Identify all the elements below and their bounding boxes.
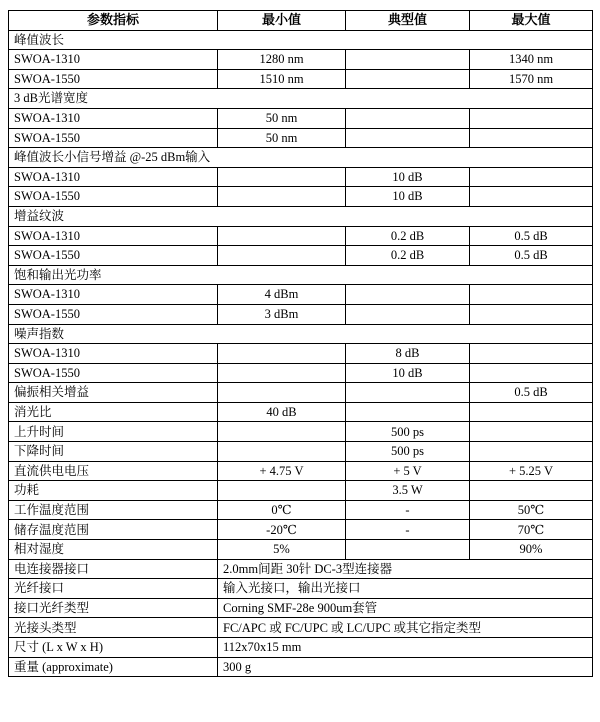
parameter-label: 尺寸 (L x W x H)	[9, 638, 218, 658]
parameter-label: 光接头类型	[9, 618, 218, 638]
max-value	[470, 402, 593, 422]
max-value	[470, 128, 593, 148]
spec-row	[9, 50, 593, 70]
min-value	[218, 344, 346, 364]
min-value	[218, 246, 346, 266]
parameter-label: SWOA-1310	[9, 167, 218, 187]
min-value	[218, 481, 346, 501]
min-value: 50 nm	[218, 108, 346, 128]
column-header: 最大值	[470, 11, 593, 31]
parameter-label: 相对湿度	[9, 540, 218, 560]
max-value: 1570 nm	[470, 69, 593, 89]
typical-value	[346, 69, 470, 89]
typical-value: 0.2 dB	[346, 226, 470, 246]
max-value: 90%	[470, 540, 593, 560]
typical-value	[346, 540, 470, 560]
spec-row	[9, 285, 593, 305]
max-value: 1340 nm	[470, 50, 593, 70]
parameter-label: 工作温度范围	[9, 500, 218, 520]
merged-row	[9, 559, 593, 579]
typical-value: 10 dB	[346, 167, 470, 187]
min-value: 1510 nm	[218, 69, 346, 89]
section-label: 3 dB光谱宽度	[9, 89, 593, 109]
spec-row	[9, 402, 593, 422]
min-value: 3 dBm	[218, 304, 346, 324]
spec-row	[9, 128, 593, 148]
min-value	[218, 383, 346, 403]
max-value	[470, 344, 593, 364]
parameter-label: 消光比	[9, 402, 218, 422]
max-value	[470, 363, 593, 383]
table-header	[9, 11, 593, 31]
spec-row	[9, 540, 593, 560]
min-value	[218, 226, 346, 246]
spec-row	[9, 481, 593, 501]
parameter-label: 接口光纤类型	[9, 598, 218, 618]
max-value	[470, 285, 593, 305]
parameter-label: 光纤接口	[9, 579, 218, 599]
parameter-label: 偏振相关增益	[9, 383, 218, 403]
merged-value: 2.0mm间距 30针 DC-3型连接器	[218, 559, 593, 579]
spec-row	[9, 500, 593, 520]
parameter-label: 电连接器接口	[9, 559, 218, 579]
typical-value	[346, 285, 470, 305]
parameter-label: SWOA-1310	[9, 108, 218, 128]
max-value	[470, 304, 593, 324]
table-body	[9, 30, 593, 677]
min-value: + 4.75 V	[218, 461, 346, 481]
typical-value	[346, 50, 470, 70]
min-value	[218, 422, 346, 442]
spec-row	[9, 442, 593, 462]
max-value: 0.5 dB	[470, 226, 593, 246]
min-value: 40 dB	[218, 402, 346, 422]
spec-row	[9, 69, 593, 89]
parameter-label: SWOA-1310	[9, 50, 218, 70]
section-label: 峰值波长小信号增益 @-25 dBm输入	[9, 148, 593, 168]
max-value	[470, 167, 593, 187]
min-value: 1280 nm	[218, 50, 346, 70]
typical-value: 10 dB	[346, 187, 470, 207]
max-value: 0.5 dB	[470, 383, 593, 403]
merged-row	[9, 657, 593, 677]
section-label: 增益纹波	[9, 206, 593, 226]
spec-table	[8, 10, 593, 677]
spec-row	[9, 383, 593, 403]
parameter-label: 功耗	[9, 481, 218, 501]
column-header: 典型值	[346, 11, 470, 31]
max-value: + 5.25 V	[470, 461, 593, 481]
typical-value: 0.2 dB	[346, 246, 470, 266]
column-header: 最小值	[218, 11, 346, 31]
merged-value: Corning SMF-28e 900um套管	[218, 598, 593, 618]
max-value	[470, 187, 593, 207]
max-value: 70℃	[470, 520, 593, 540]
min-value	[218, 442, 346, 462]
spec-row	[9, 108, 593, 128]
typical-value: 500 ps	[346, 422, 470, 442]
parameter-label: SWOA-1310	[9, 344, 218, 364]
spec-row	[9, 304, 593, 324]
max-value: 50℃	[470, 500, 593, 520]
typical-value: 8 dB	[346, 344, 470, 364]
typical-value	[346, 128, 470, 148]
section-row	[9, 148, 593, 168]
parameter-label: SWOA-1310	[9, 285, 218, 305]
typical-value	[346, 402, 470, 422]
parameter-label: 上升时间	[9, 422, 218, 442]
typical-value	[346, 108, 470, 128]
merged-row	[9, 598, 593, 618]
typical-value: 500 ps	[346, 442, 470, 462]
merged-value: FC/APC 或 FC/UPC 或 LC/UPC 或其它指定类型	[218, 618, 593, 638]
spec-row	[9, 363, 593, 383]
min-value: -20℃	[218, 520, 346, 540]
section-row	[9, 89, 593, 109]
spec-row	[9, 422, 593, 442]
typical-value: -	[346, 520, 470, 540]
spec-row	[9, 520, 593, 540]
min-value: 0℃	[218, 500, 346, 520]
merged-row	[9, 618, 593, 638]
parameter-label: SWOA-1550	[9, 187, 218, 207]
parameter-label: 重量 (approximate)	[9, 657, 218, 677]
parameter-label: SWOA-1550	[9, 128, 218, 148]
min-value	[218, 363, 346, 383]
section-label: 饱和输出光功率	[9, 265, 593, 285]
max-value: 0.5 dB	[470, 246, 593, 266]
section-label: 噪声指数	[9, 324, 593, 344]
max-value	[470, 442, 593, 462]
parameter-label: 直流供电电压	[9, 461, 218, 481]
spec-row	[9, 167, 593, 187]
parameter-label: SWOA-1550	[9, 304, 218, 324]
header-row	[9, 11, 593, 31]
parameter-label: 储存温度范围	[9, 520, 218, 540]
section-label: 峰值波长	[9, 30, 593, 50]
min-value	[218, 167, 346, 187]
typical-value	[346, 304, 470, 324]
merged-value: 112x70x15 mm	[218, 638, 593, 658]
parameter-label: 下降时间	[9, 442, 218, 462]
spec-row	[9, 344, 593, 364]
typical-value: + 5 V	[346, 461, 470, 481]
section-row	[9, 206, 593, 226]
column-header: 参数指标	[9, 11, 218, 31]
spec-row	[9, 461, 593, 481]
max-value	[470, 422, 593, 442]
spec-row	[9, 246, 593, 266]
min-value: 50 nm	[218, 128, 346, 148]
typical-value: 10 dB	[346, 363, 470, 383]
parameter-label: SWOA-1550	[9, 69, 218, 89]
max-value	[470, 481, 593, 501]
section-row	[9, 265, 593, 285]
section-row	[9, 30, 593, 50]
typical-value	[346, 383, 470, 403]
typical-value: -	[346, 500, 470, 520]
spec-row	[9, 226, 593, 246]
merged-row	[9, 579, 593, 599]
parameter-label: SWOA-1550	[9, 363, 218, 383]
merged-value: 输入光接口，输出光接口	[218, 579, 593, 599]
spec-row	[9, 187, 593, 207]
merged-value: 300 g	[218, 657, 593, 677]
parameter-label: SWOA-1310	[9, 226, 218, 246]
min-value: 4 dBm	[218, 285, 346, 305]
section-row	[9, 324, 593, 344]
merged-row	[9, 638, 593, 658]
typical-value: 3.5 W	[346, 481, 470, 501]
parameter-label: SWOA-1550	[9, 246, 218, 266]
max-value	[470, 108, 593, 128]
min-value	[218, 187, 346, 207]
min-value: 5%	[218, 540, 346, 560]
